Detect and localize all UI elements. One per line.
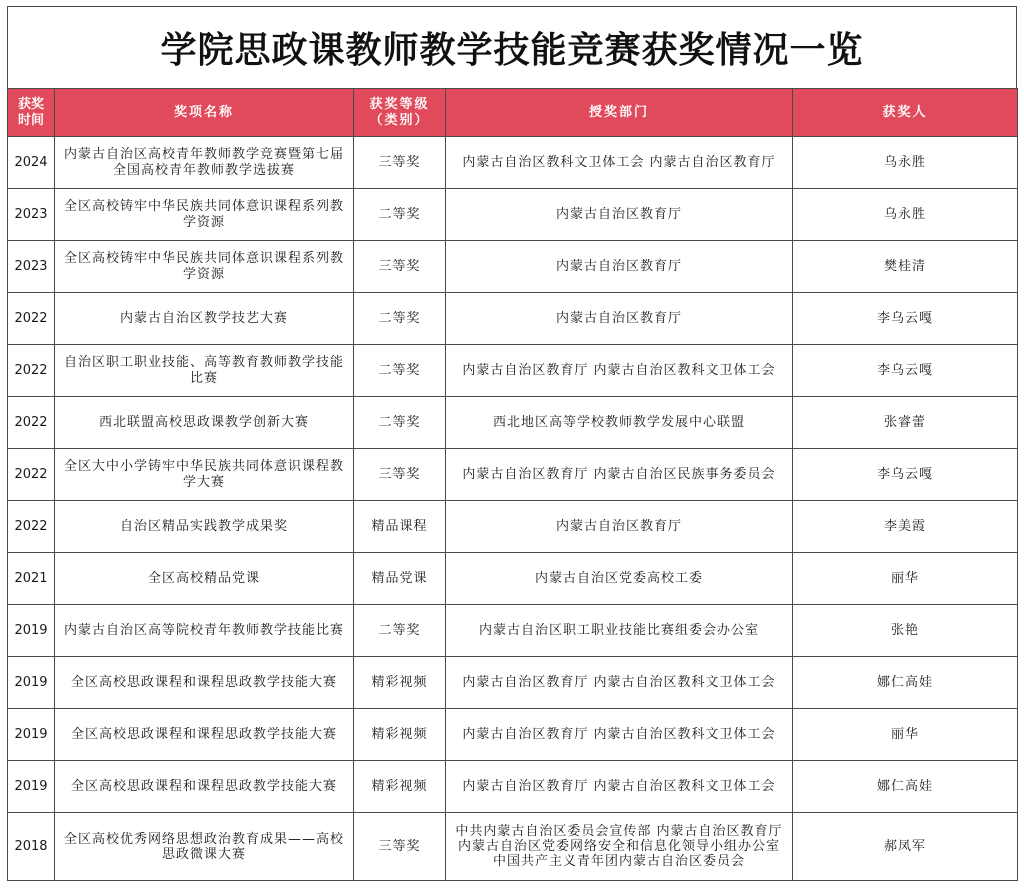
cell-year: 2019 (8, 657, 55, 709)
title-banner (7, 6, 1017, 88)
cell-award: 自治区职工职业技能、高等教育教师教学技能比赛 (55, 345, 354, 397)
header-winner: 获奖人 (793, 89, 1018, 137)
cell-dept: 内蒙古自治区职工职业技能比赛组委会办公室 (446, 605, 793, 657)
cell-level: 精彩视频 (354, 761, 446, 813)
cell-year: 2023 (8, 241, 55, 293)
cell-year: 2022 (8, 501, 55, 553)
cell-award: 全区高校铸牢中华民族共同体意识课程系列教学资源 (55, 241, 354, 293)
table-row (8, 397, 1018, 449)
table-row (8, 813, 1018, 881)
header-dept: 授奖部门 (446, 89, 793, 137)
table-row (8, 553, 1018, 605)
table-row (8, 709, 1018, 761)
cell-winner: 郝凤军 (793, 813, 1018, 881)
cell-winner: 娜仁高娃 (793, 657, 1018, 709)
table-row (8, 189, 1018, 241)
cell-winner: 李乌云嘎 (793, 293, 1018, 345)
cell-winner: 李美霞 (793, 501, 1018, 553)
table-body (8, 137, 1018, 881)
cell-year: 2022 (8, 449, 55, 501)
cell-award: 全区高校精品党课 (55, 553, 354, 605)
cell-award: 全区高校思政课程和课程思政教学技能大赛 (55, 657, 354, 709)
cell-level: 二等奖 (354, 189, 446, 241)
cell-level: 精彩视频 (354, 709, 446, 761)
header-time: 获奖 时间 (8, 89, 55, 137)
cell-dept: 中共内蒙古自治区委员会宣传部 内蒙古自治区教育厅 内蒙古自治区党委网络安全和信息化领导小组办公室 中国共产主义青年团内蒙古自治区委员会 (446, 813, 793, 881)
cell-dept: 内蒙古自治区教育厅 内蒙古自治区教科文卫体工会 (446, 761, 793, 813)
cell-year: 2022 (8, 293, 55, 345)
table-row (8, 345, 1018, 397)
cell-winner: 李乌云嘎 (793, 345, 1018, 397)
table-row (8, 449, 1018, 501)
cell-award: 自治区精品实践教学成果奖 (55, 501, 354, 553)
cell-winner: 乌永胜 (793, 189, 1018, 241)
cell-year: 2021 (8, 553, 55, 605)
awards-table (7, 88, 1018, 881)
cell-dept: 内蒙古自治区教育厅 内蒙古自治区教科文卫体工会 (446, 345, 793, 397)
cell-level: 二等奖 (354, 293, 446, 345)
cell-level: 精彩视频 (354, 657, 446, 709)
awards-sheet (7, 6, 1017, 881)
cell-award: 全区大中小学铸牢中华民族共同体意识课程教学大赛 (55, 449, 354, 501)
cell-winner: 樊桂清 (793, 241, 1018, 293)
cell-dept: 内蒙古自治区教育厅 (446, 501, 793, 553)
page-title: 学院思政课教师教学技能竞赛获奖情况一览 (160, 29, 864, 71)
table-header (8, 89, 1018, 137)
cell-year: 2022 (8, 345, 55, 397)
cell-dept: 内蒙古自治区教育厅 内蒙古自治区教科文卫体工会 (446, 657, 793, 709)
cell-level: 三等奖 (354, 137, 446, 189)
cell-level: 三等奖 (354, 449, 446, 501)
cell-level: 二等奖 (354, 605, 446, 657)
table-row (8, 293, 1018, 345)
cell-winner: 张睿蕾 (793, 397, 1018, 449)
cell-award: 西北联盟高校思政课教学创新大赛 (55, 397, 354, 449)
cell-dept: 内蒙古自治区教育厅 内蒙古自治区教科文卫体工会 (446, 709, 793, 761)
cell-winner: 张艳 (793, 605, 1018, 657)
table-row (8, 501, 1018, 553)
cell-year: 2024 (8, 137, 55, 189)
cell-award: 全区高校思政课程和课程思政教学技能大赛 (55, 709, 354, 761)
cell-dept: 内蒙古自治区教育厅 (446, 293, 793, 345)
cell-dept: 内蒙古自治区教育厅 (446, 189, 793, 241)
cell-level: 三等奖 (354, 813, 446, 881)
table-row (8, 761, 1018, 813)
cell-dept: 内蒙古自治区教育厅 内蒙古自治区民族事务委员会 (446, 449, 793, 501)
cell-dept: 内蒙古自治区教育厅 (446, 241, 793, 293)
cell-level: 二等奖 (354, 345, 446, 397)
header-row (8, 89, 1018, 137)
cell-year: 2019 (8, 709, 55, 761)
cell-year: 2019 (8, 605, 55, 657)
cell-winner: 李乌云嘎 (793, 449, 1018, 501)
cell-award: 内蒙古自治区高校青年教师教学竞赛暨第七届全国高校青年教师教学选拔赛 (55, 137, 354, 189)
cell-award: 内蒙古自治区教学技艺大赛 (55, 293, 354, 345)
cell-year: 2018 (8, 813, 55, 881)
header-award: 奖项名称 (55, 89, 354, 137)
cell-level: 二等奖 (354, 397, 446, 449)
cell-winner: 丽华 (793, 553, 1018, 605)
cell-award: 全区高校铸牢中华民族共同体意识课程系列教学资源 (55, 189, 354, 241)
cell-level: 三等奖 (354, 241, 446, 293)
table-row (8, 605, 1018, 657)
cell-dept: 内蒙古自治区教科文卫体工会 内蒙古自治区教育厅 (446, 137, 793, 189)
cell-year: 2019 (8, 761, 55, 813)
cell-year: 2023 (8, 189, 55, 241)
cell-level: 精品课程 (354, 501, 446, 553)
cell-level: 精品党课 (354, 553, 446, 605)
cell-dept: 内蒙古自治区党委高校工委 (446, 553, 793, 605)
cell-award: 全区高校优秀网络思想政治教育成果——高校思政微课大赛 (55, 813, 354, 881)
cell-year: 2022 (8, 397, 55, 449)
cell-winner: 丽华 (793, 709, 1018, 761)
table-row (8, 137, 1018, 189)
table-row (8, 657, 1018, 709)
cell-winner: 娜仁高娃 (793, 761, 1018, 813)
cell-dept: 西北地区高等学校教师教学发展中心联盟 (446, 397, 793, 449)
cell-award: 内蒙古自治区高等院校青年教师教学技能比赛 (55, 605, 354, 657)
cell-award: 全区高校思政课程和课程思政教学技能大赛 (55, 761, 354, 813)
cell-winner: 乌永胜 (793, 137, 1018, 189)
table-row (8, 241, 1018, 293)
header-level: 获奖等级 （类别） (354, 89, 446, 137)
